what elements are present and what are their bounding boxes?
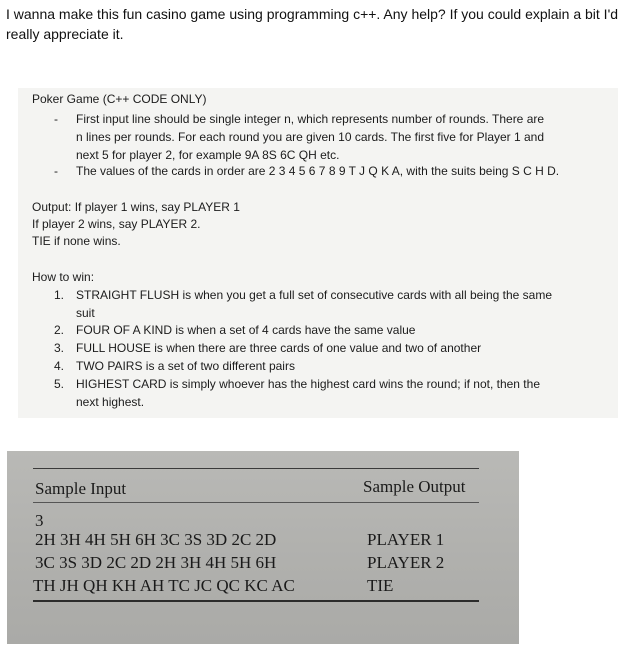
sample-input-row: TH JH QH KH AH TC JC QC KC AC <box>33 576 295 595</box>
assignment-photo <box>18 88 618 418</box>
table-header-rule <box>33 502 479 503</box>
bullet-dash: - <box>54 112 58 126</box>
bullet-dash: - <box>54 164 58 178</box>
bullet-line: First input line should be single integer n, which represents number of rounds. There are <box>76 112 545 126</box>
assignment-title: Poker Game (C++ CODE ONLY) <box>32 92 207 106</box>
rule-item <box>54 286 614 322</box>
rule-line: next highest. <box>76 395 145 409</box>
rule-item <box>54 375 614 411</box>
sample-input-row: 3 <box>35 511 44 530</box>
sample-table-photo <box>7 451 519 644</box>
rule-item <box>54 357 614 375</box>
bullet-line: next 5 for player 2, for example 9A 8S 6C QH etc. <box>76 148 340 162</box>
rule-number: 1. <box>54 288 65 302</box>
sample-output-row: PLAYER 1 <box>367 530 445 549</box>
rule-line: FULL HOUSE is when there are three cards of one value and two of another <box>76 341 482 355</box>
sample-output-row: PLAYER 2 <box>367 553 445 572</box>
sample-input-row: 3C 3S 3D 2C 2D 2H 3H 4H 5H 6H <box>35 553 277 572</box>
sample-input-header: Sample Input <box>35 479 127 498</box>
sample-input-row: 2H 3H 4H 5H 6H 3C 3S 3D 2C 2D <box>35 530 277 549</box>
rule-line: STRAIGHT FLUSH is when you get a full set of consecutive cards with all being the same <box>76 288 552 302</box>
rule-item <box>54 339 614 357</box>
sample-output-row: TIE <box>367 576 394 595</box>
output-line: TIE if none wins. <box>32 234 121 248</box>
table-top-rule <box>33 468 479 469</box>
rule-number: 3. <box>54 341 65 355</box>
how-to-win-title: How to win: <box>32 270 95 284</box>
rule-line: TWO PAIRS is a set of two different pairs <box>76 359 295 373</box>
output-line: Output: If player 1 wins, say PLAYER 1 <box>32 200 240 214</box>
rule-number: 5. <box>54 377 65 391</box>
bullet-item <box>54 162 614 180</box>
rule-line: FOUR OF A KIND is when a set of 4 cards have the same value <box>76 323 416 337</box>
table-bottom-rule <box>33 600 479 602</box>
rule-line: HIGHEST CARD is simply whoever has the highest card wins the round; if not, then the <box>76 377 540 391</box>
bullet-line: The values of the cards in order are 2 3 4 5 6 7 8 9 T J Q K A, with the suits being S C H D. <box>76 164 560 178</box>
rule-item <box>54 321 614 339</box>
bullet-line: n lines per rounds. For each round you are given 10 cards. The first five for Player 1 and <box>76 130 545 144</box>
rule-number: 4. <box>54 359 65 373</box>
output-line: If player 2 wins, say PLAYER 2. <box>32 217 201 231</box>
rule-line: suit <box>76 306 95 320</box>
rule-number: 2. <box>54 323 65 337</box>
question-text: I wanna make this fun casino game using programming c++. Any help? If you could explain a bit I'd really appreciate it. <box>6 6 619 42</box>
sample-output-header: Sample Output <box>363 477 466 496</box>
bullet-item <box>54 110 614 164</box>
